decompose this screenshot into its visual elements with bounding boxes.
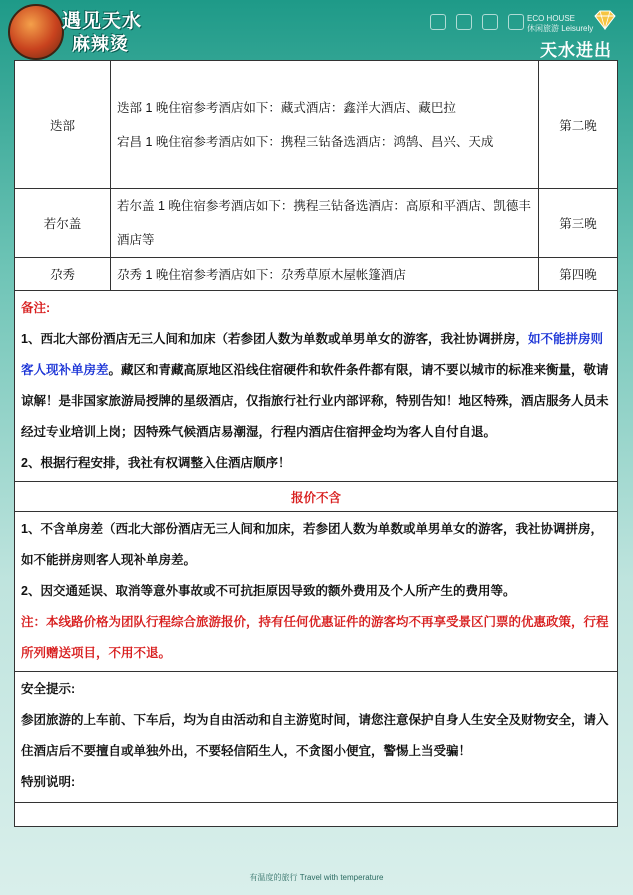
exclusions-header-row [15, 482, 618, 512]
diamond-icon [593, 10, 617, 30]
safety-title: 安全提示: [21, 682, 76, 696]
table-row [15, 258, 618, 291]
night-cell: 第二晚 [539, 61, 618, 189]
place-cell: 若尔盖 [15, 189, 111, 258]
exclusions-title: 报价不含 [15, 482, 618, 512]
hotel-cell: 迭部 1 晚住宿参考酒店如下：藏式酒店：鑫洋大酒店、藏巴拉 宕昌 1 晚住宿参考酒店如下：携程三钻备选酒店：鸿鹄、昌兴、天成 [111, 61, 539, 189]
logo-title-line2: 麻辣烫 [72, 34, 129, 54]
page-header [0, 0, 633, 60]
exclusions-section [15, 512, 618, 672]
tree-icon [482, 14, 498, 30]
award-icon [456, 14, 472, 30]
exclusions-item-2: 2、因交通延误、取消等意外事故或不可抗拒原因导致的额外费用及个人所产生的费用等。 [21, 584, 516, 598]
notes-item-1: 1、西北大部份酒店无三人间和加床（若参团人数为单数或单男单女的游客，我社协调拼房，如不能拼房则客人现补单房差。藏区和青藏高原地区沿线住宿硬件和软件条件都有限，请不要以城市的标准来衡量，敬请谅解！是非国家旅游局授牌的星级酒店，仅指旅行社行业内部评称，特别告知！地区特殊，酒店服务人员未经过专业培训上岗；因特殊气候酒店易潮湿，行程内酒店住宿押金均为客人自付自退。 [21, 332, 609, 439]
badge-icon [430, 14, 446, 30]
night-cell: 第三晚 [539, 189, 618, 258]
safety-text: 参团旅游的上车前、下车后，均为自由活动和自主游览时间，请您注意保护自身人生安全及财物安全，请入住酒店后不要擅自或单独外出，不要轻信陌生人，不贪图小便宜，警惕上当受骗！ [21, 713, 609, 758]
notes-section [15, 291, 618, 482]
night-cell: 第四晚 [539, 258, 618, 291]
logo-title-line1: 遇见天水 [62, 11, 143, 32]
safety-section [15, 672, 618, 803]
special-notes-title: 特别说明: [21, 775, 76, 789]
brand-name: 天水进出 [540, 41, 612, 60]
hotel-cell: 若尔盖 1 晚住宿参考酒店如下：携程三钻备选酒店：高原和平酒店、凯德丰 酒店等 [111, 189, 539, 258]
rating-badge: ECO HOUSE 休闲旅游 Leisurely [527, 14, 594, 33]
place-cell: 迭部 [15, 61, 111, 189]
footer-slogan: 有温度的旅行 Travel with temperature [249, 873, 384, 882]
itinerary-document [14, 60, 618, 827]
hotpot-logo-icon [8, 4, 64, 60]
place-cell: 尕秀 [15, 258, 111, 291]
header-icon-group [430, 14, 524, 30]
hotel-table [14, 60, 618, 803]
table-row [15, 189, 618, 258]
notes-title: 备注: [21, 301, 51, 315]
exclusions-note: 注：本线路价格为团队行程综合旅游报价，持有任何优惠证件的游客均不再享受景区门票的优惠政策，行程所列赠送项目，不用不退。 [21, 615, 609, 660]
hotel-cell: 尕秀 1 晚住宿参考酒店如下：尕秀草原木屋帐篷酒店 [111, 258, 539, 291]
exclusions-item-1: 1、不含单房差（西北大部份酒店无三人间和加床，若参团人数为单数或单男单女的游客，我社协调拼房，如不能拼房则客人现补单房差。 [21, 522, 603, 567]
table-row [15, 61, 618, 189]
leaf-icon [508, 14, 524, 30]
notes-item-2: 2、根据行程安排，我社有权调整入住酒店顺序！ [21, 456, 291, 470]
